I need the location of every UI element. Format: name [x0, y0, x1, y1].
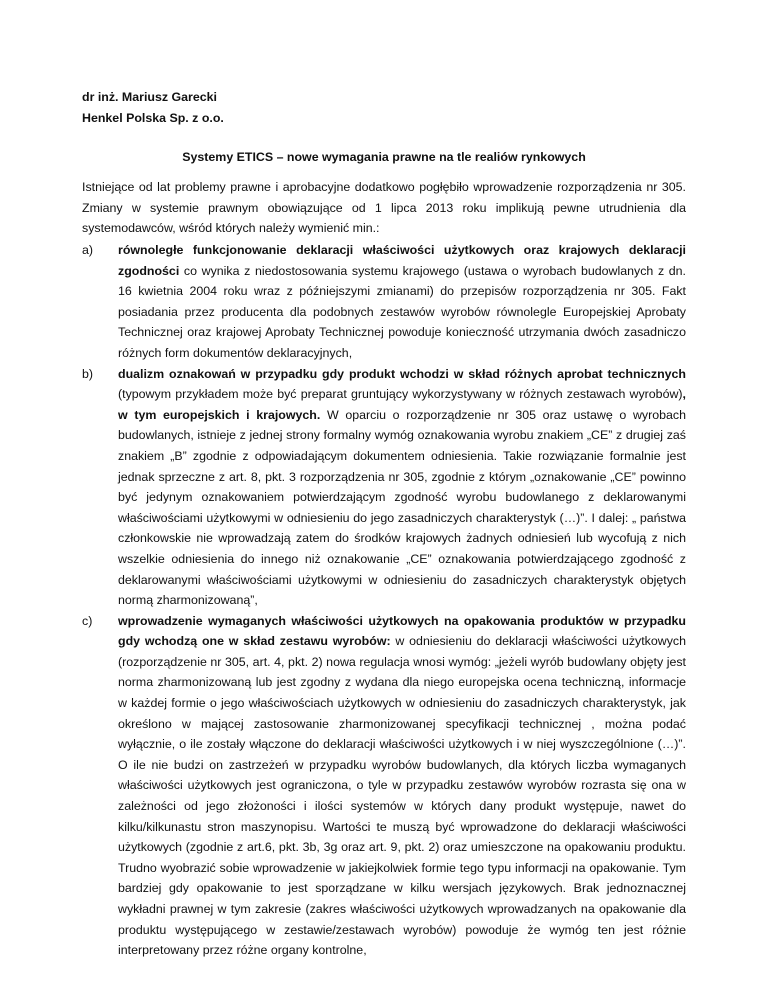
- list-item-text-2: W oparciu o rozporządzenie nr 305 oraz ustawę o wyrobach budowlanych, istnieje z jednej strony formalny wymóg oznakowania wyrobu znakiem „CE” z drugiej zaś znakiem „B” zgodnie z odpowiadającym dokumentem odniesienia. Takie rozwiązanie formalnie jest jednak sprzeczne z art. 8, pkt. 3 rozporządzenia nr 305, zgodnie z którym „oznakowanie „CE” powinno być jedynym oznakowaniem potwierdzającym zgodność wyrobu budowlanego z deklarowanymi właściwościami użytkowymi w odniesieniu do jego zasadniczych charakterystyk (…)”. I dalej: „ państwa członkowskie nie wprowadzają zatem do środków krajowych żadnych odniesień lub wycofują z nich wszelkie odniesienia do innego niż oznakowanie „CE” oznakowania potwierdzającego zgodność z deklarowanymi właściwościami użytkowymi w odniesieniu do zasadniczych charakterystyk objętych normą zharmonizowaną”,: [118, 407, 686, 608]
- list-marker: b): [82, 366, 94, 381]
- list-item-text: w odniesieniu do deklaracji właściwości użytkowych (rozporządzenie nr 305, art. 4, pkt. 2) nowa regulacja wnosi wymóg: „jeżeli wyrób budowlany objęty jest norma zharmonizowaną lub jest zgodny z wydana dla niego europejska ocena techniczną, informacje w każdej formie o jego właściwościach użytkowych w odniesieniu do zasadniczych charakterystyk, jak określono w mającej zastosowanie zharmonizowanej specyfikacji technicznej , można podać wyłącznie, o ile zostały włączone do deklaracji właściwości użytkowych i w niej wyszczególnione (…)”. O ile nie budzi on zastrzeżeń w przypadku wyrobów budowlanych, dla których liczba wymaganych właściwości użytkowych jest ograniczona, o tyle w przypadku zestawów wyrobów rozrasta się ona w zależności od jego złożoności i ilości systemów w których dany produkt występuje, nawet do kilku/kilkunastu stron maszynopisu. Wartości te muszą być wprowadzone do deklaracji właściwości użytkowych (zgodnie z art.6, pkt. 3b, 3g oraz art. 9, pkt. 2) oraz umieszczone na opakowaniu produktu. Trudno wyobrazić sobie wprowadzenie w jakiejkolwiek formie tego typu informacji na opakowanie. Tym bardziej gdy opakowanie to jest sporządzane w kilku wersjach językowych. Brak jednoznacznej wykładni prawnej w tym zakresie (zakres właściwości użytkowych wprowadzanych na opakowanie dla produktu występującego w zestawie/zestawach wyrobów) powoduje że wymóg ten jest różnie interpretowany przez różne organy kontrolne,: [118, 634, 686, 958]
- author-block: [82, 87, 224, 128]
- list-item-c: [82, 611, 686, 961]
- list-item-b: [82, 364, 686, 611]
- list-marker: a): [82, 243, 94, 257]
- list-item-bold-text-2: , w tym europejskich i krajowych.: [118, 387, 686, 422]
- document-title: Systemy ETICS – nowe wymagania prawne na tle realiów rynkowych: [182, 150, 586, 164]
- list-item-bold-text: dualizm oznakowań w przypadku gdy produkt wchodzi w skład różnych aprobat technicznych: [118, 366, 686, 381]
- author-name: dr inż. Mariusz Garecki: [82, 90, 217, 104]
- list-item-text: co wynika z niedostosowania systemu krajowego (ustawa o wyrobach budowlanych z dn. 16 kwietnia 2004 roku wraz z późniejszymi zmianami) do przepisów rozporządzenia nr 305. Fakt posiadania przez producenta dla podobnych zestawów wyrobów równolegle Europejskiej Aprobaty Technicznej oraz krajowej Aprobaty Technicznej powoduje konieczność utrzymania dwóch zasadniczo różnych form dokumentów deklaracyjnych,: [118, 263, 686, 360]
- list-item-a: [82, 240, 686, 364]
- list-item-bold-text: równoległe funkcjonowanie deklaracji właściwości użytkowych oraz krajowych deklaracji zgodności: [118, 243, 686, 278]
- list-marker: c): [82, 613, 93, 628]
- list-item-bold-text: wprowadzenie wymaganych właściwości użytkowych na opakowania produktów w przypadku gdy wchodzą one w skład zestawu wyrobów:: [118, 613, 686, 649]
- requirements-list: [82, 240, 686, 961]
- author-company: Henkel Polska Sp. z o.o.: [82, 110, 224, 125]
- list-item-text: (typowym przykładem może być preparat gruntujący wykorzystywany w różnych zestawach wyrobów): [118, 387, 683, 402]
- intro-paragraph: Istniejące od lat problemy prawne i aprobacyjne dodatkowo pogłębiło wprowadzenie rozporządzenia nr 305. Zmiany w systemie prawnym obowiązujące od 1 lipca 2013 roku implikują pewne utrudnienia dla systemodawców, wśród których należy wymienić min.:: [82, 180, 686, 236]
